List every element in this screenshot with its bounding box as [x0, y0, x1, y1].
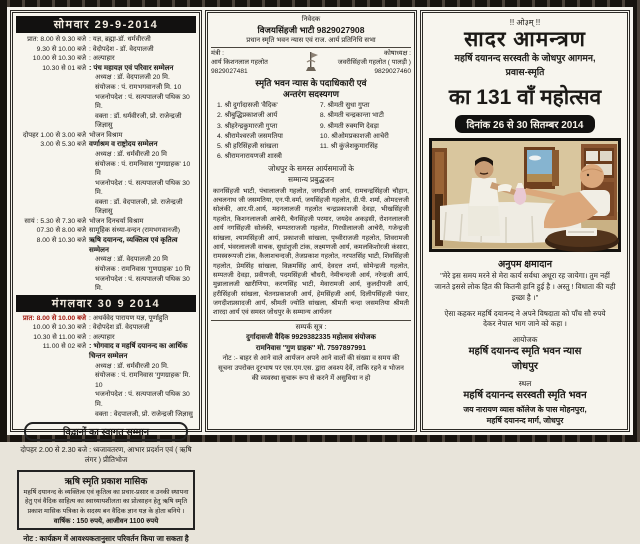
schedule-row — [16, 275, 196, 294]
time-label: 07.30 से 8.00 बजे — [36, 227, 86, 235]
venue-address-2: महर्षि दयानन्द मार्ग, जोधपुर — [486, 416, 564, 426]
time-label: 10.00 से 10.30 बजे — [32, 324, 86, 332]
event-text: : वेदोपदेश - डॉ. वेदपालजी — [89, 45, 154, 53]
time-label: प्रात: 8.00 से 10.00 बजे — [22, 314, 86, 322]
contact-line-2: रामनिवास ''गुण ग्राहक'' मो. 7597897991 — [255, 344, 367, 352]
schedule-row — [16, 45, 196, 55]
time-label — [16, 275, 88, 294]
schedule-row — [16, 217, 196, 227]
visitors-note: नोट :- बाहर से आने वाले आर्यजन अपने आने वालों की संख्या व समय की सूचना उपरोक्त दूरभाष पर एस.एम.एस. द्वारा अवश्य देवें, ताकि रहने व भोजन की व्यवस्था सुचारू रूप से करने में असुविधा न हो — [218, 355, 404, 382]
time-label — [16, 112, 88, 131]
time-label: 11.00 से 02 बजे — [42, 343, 86, 351]
event-text: वक्ता : वेदपालजी, प्रो. राजेन्द्रजी जिज्ञासु — [95, 410, 193, 418]
event-text: अध्यक्ष : डॉ. वेदपालजी 20 मि — [95, 256, 168, 264]
schedule-row — [16, 371, 196, 390]
event-text: वक्ता : डॉ. वेदपालजी, प्रो. राजेन्द्रजी जिज्ञासु — [95, 198, 183, 216]
secretary-name: आर्य किशनलाल गहलोत — [211, 59, 268, 67]
schedule-row — [16, 323, 196, 333]
venue-name: महर्षि दयानन्द सरस्वती स्मृति भवन — [463, 390, 587, 402]
schedule-row — [16, 255, 196, 265]
trust-members-col1 — [217, 101, 320, 162]
time-label: 10.30 से 01 बजे — [42, 64, 86, 72]
schedule-row — [16, 333, 196, 343]
schedule-row — [16, 150, 196, 160]
event-text: अध्यक्ष : डॉ. वेदपालजी 20 मि. — [95, 74, 170, 82]
time-label — [16, 255, 88, 265]
schedule-row — [16, 226, 196, 236]
organizer-city: जोधपुर — [512, 360, 538, 372]
venue-label: स्थल — [518, 379, 532, 389]
magazine-box — [17, 470, 195, 530]
date-badge: दिनांक 26 से 30 सितम्बर 2014 — [455, 115, 596, 133]
event-text: सामूहिक संध्या-वन्दन (रामभगवानजी) — [89, 227, 181, 235]
treasurer-label: कोषाध्यक्ष : — [384, 50, 411, 58]
organisers-column — [205, 10, 417, 432]
schedule-row — [16, 265, 196, 275]
event-text: : अल्पाहार — [89, 55, 115, 63]
time-label — [16, 410, 88, 420]
event-text: भजनोपदेश : पं. सत्यपालजी पथिक 30 मि. — [95, 391, 190, 408]
monday-header-bar: सोमवार 29-9-2014 — [16, 16, 196, 33]
venue-address-1: जय नारायण व्यास कॉलेज के पास मोहनपुरा, — [463, 404, 587, 414]
time-label — [16, 179, 88, 198]
trust-members-col2 — [320, 101, 411, 162]
schedule-row — [16, 131, 196, 141]
event-text: : अथर्ववेद पारायण यज्ञ, पूर्णाहुति — [89, 314, 169, 322]
nivedak-name: विजयसिंहजी भाटी 9829027908 — [257, 24, 365, 35]
time-label: 8.00 से 10.30 बजे — [36, 236, 86, 244]
invitation-column — [420, 10, 630, 432]
time-label: प्रात: 8.00 से 9.30 बजे — [27, 36, 86, 43]
divider — [211, 47, 411, 48]
event-text: भजनोपदेश : पं. सत्यपालजी पथिक 30 मि. — [95, 275, 190, 293]
contact-line-1: दुर्गादासजी वैदिक 9929382335 महोत्सव संयोजक — [246, 334, 376, 342]
time-label — [16, 93, 88, 112]
schedule-row — [16, 73, 196, 83]
magazine-fee: वार्षिक : 150 रुपये, आजीवन 1100 रुपये — [53, 518, 159, 526]
event-text: भोजन विश्राम — [89, 131, 123, 139]
invitation-subtitle-1: महर्षि दयानन्द सरस्वती के जोधपुर आगमन, — [454, 53, 596, 64]
event-text: : वेदोपदेश डॉ. वेदपालजी — [89, 324, 150, 332]
event-text: : अल्पाहार — [89, 333, 115, 341]
event-text: भोजन दिनचर्या विश्राम — [89, 217, 144, 225]
member-item: 5. श्री हरिसिंहजी सांखला — [217, 142, 279, 150]
forgiveness-heading: अनुपम क्षमादान — [498, 258, 552, 270]
event-text: अध्यक्ष : डॉ. धर्मवीरजी 20 मि. — [95, 362, 169, 370]
schedule-row — [16, 390, 196, 409]
festival-title: का 131 वाँ महोत्सव — [448, 85, 602, 109]
event-text: ऋषि दयानन्द, व्यक्तित्व एवं कृतित्व सम्मेलन — [89, 235, 178, 254]
event-text: वक्ता : डॉ. धर्मवीरजी, प्रो. राजेन्द्रजी जिज्ञासु — [95, 112, 182, 130]
schedule-row — [16, 140, 196, 150]
schedule-row — [16, 179, 196, 198]
schedule-row — [16, 362, 196, 372]
secretary-label: मंत्री : — [211, 50, 224, 58]
monday-schedule-list — [16, 35, 196, 294]
invitation-title: सादर आमन्त्रण — [464, 28, 586, 51]
quote-explanation: ऐसा कहकर महर्षि दयानन्द ने अपने विषदाता को पाँच सौ रुपये देकर नेपाल भाग जाने को कहा । — [444, 308, 606, 329]
organizer-label: आयोजक — [512, 335, 538, 345]
nivedak-label: निवेदक — [301, 16, 321, 23]
program-note: नोट : कार्यक्रम में आवश्यकतानुसार परिवर्तन किया जा सकता है — [23, 534, 189, 544]
time-label — [16, 371, 88, 390]
office-bearers-row — [211, 50, 411, 77]
time-label: सायं : 5.30 से 7.30 बजे — [24, 217, 86, 225]
schedule-row — [16, 236, 196, 256]
time-label: 10.00 से 10.30 बजे — [32, 55, 86, 63]
member-item: 11. श्री कुंजेशकुमारसिंह — [319, 142, 378, 150]
schedule-row — [16, 160, 196, 179]
time-label — [16, 83, 88, 93]
time-label — [16, 198, 88, 217]
member-item: 10. श्रीओमप्रकाशजी आचेरी — [319, 132, 389, 140]
schedule-column — [10, 10, 202, 544]
contact-label: सम्पर्क सूत्र : — [295, 323, 327, 331]
tuesday-header-bar: मंगलवार 30 9 2014 — [16, 295, 196, 312]
nivedak-role: प्रधान स्मृति भवन न्यास एवं राज. आर्य प्रतिनिधि सभा — [246, 36, 376, 44]
event-text: संयोजक : रामनिवास 'गुणग्राहक' 10 मि — [95, 266, 191, 273]
event-text: संयोजक : पं. रामनिवास 'गुणग्राहक' 10 मि — [95, 160, 191, 178]
samaj-heading-line1: जोधपुर के समस्त आर्यसमाजों के — [268, 164, 354, 174]
time-label: दोपहर 1.00 से 3.00 बजे — [22, 131, 86, 139]
member-item: 3. श्रीहरेन्द्रकुमारजी गुप्ता — [217, 122, 278, 130]
time-label: 10.30 से 11.00 बजे — [33, 333, 86, 341]
event-text: : भोगवाद व महर्षि दयानन्द का आर्थिक चिन्तन सम्मेलन — [89, 342, 188, 361]
treasurer-name: जवरीसिंहजी गहलोत ( पालड़ी ) — [337, 59, 411, 67]
schedule-row — [16, 112, 196, 131]
dignitaries-names-paragraph: कानसिंहजी भाटी, पंचालालजी गहलोत, जगदीशजी आर्य, रामचन्द्रसिंहजी चौहान, अचलनाथ जी जसमतिया, एन.पी.वर्मा, जयसिंहजी गहलोत, डी.पी. शर्मा, ओमदत्तजी सोलंकी, आर.पी.आर्य, मदनलालजी गहलोत चन्द्रप्रकाशजी देवड़ा, भीखसिंहजी गहलोत, किशनलालजी आचेरी, चैनसिंहजी परमार, जयदेव अकड़सी, रोशनलालजी आर्य नगसिंहजी सोलंकी, चम्पतराजजी गहलोत, गिरधीलालजी आचेरी, गजेन्द्रजी सांखला, श्यामसिंहजी आर्य, प्रकाशजी सांखला, पृथ्वीराजजी गहलोत, शिवरामजी आर्य, भंवरलालजी वाचक, सुधांशुजी टांक, लक्ष्मणजी आर्य, कमलकिशोरजी कंसारा, रामस्वरूपजी टांक, कैलाशचन्दजी, तेजप्रकाश गहलोत, नरपतसिंह भाटी, शिवसिंहजी गहलोत, प्रेमसिंह सांखला, विक्रमसिंह आर्य, देवदत्त शर्मा, सोमेन्द्रजी गहलोत, सम्पतजी देवड़ा, प्रवीणजी, पदमसिंहजी चौधरी, नेमीचन्दजी आर्य, नरेन्द्रजी आर्य, मुन्नालालजी खारीणिया, करणसिंह भाटी, मेवारामजी आर्य, कुलदीपजी आर्य, हरीसिंहजी सांखला, चेतनप्रकाशजी आर्य, हेमसिंहजी आर्य, दिलीपसिंहजी पंवार, जगदीशप्रसादजी आर्य, श्रीमती ज्योति सांखला, श्रीमती चन्दा जसमतिया श्रीमती शारदा आर्य एवं समस्त जोधपुर के सम्मान्य आर्यजन — [213, 187, 409, 317]
trust-members-title — [211, 78, 411, 100]
invitation-subtitle-2: प्रवास-स्मृति — [505, 66, 545, 77]
divider — [211, 320, 411, 321]
member-item: 4. श्रीरामेश्वरजी जसमतिया — [217, 132, 283, 140]
schedule-row — [16, 314, 196, 324]
member-item: 2. श्रीबुद्धिप्रकाशजी आर्य — [217, 112, 278, 120]
trust-members-title-line2: अन्तरंग सदस्यगण — [283, 89, 339, 100]
member-item: 8. श्रीमती चन्द्रकान्ता भाटी — [319, 112, 384, 120]
schedule-row — [16, 198, 196, 217]
event-text: : यज्ञ, ब्रह्मा-डॉ. धर्मवीरजी — [89, 36, 151, 43]
schedule-row — [16, 342, 196, 362]
magazine-body: महर्षि दयानन्द के व्यक्तित्व एवं कृतित्व का प्रचार-प्रसार व उनकी स्थापना हेतु एवं वैदिक साहित्य का स्वाध्यायशीलता का प्रोत्साहन हेतु ऋषि स्मृति प्रकाश मासिक पत्रिका के सदस्य बन वैदिक ज्ञान यज्ञ के होता बनिये । — [23, 488, 189, 515]
flag-lowering-line: दोपहर 2.00 से 2.30 बजे : ध्वजावतरण, आभार प्रदर्शन एवं ( ऋषि लंगर ) प्रीतिभोज — [20, 445, 192, 465]
time-label — [16, 362, 88, 372]
event-text: संयोजक : पं. रामभगवानजी मि. 10 — [95, 83, 182, 91]
event-text: : पंच महायज्ञ एवं परिवार सम्मेलन — [89, 63, 174, 72]
treasurer-phone: 9829027460 — [374, 68, 411, 76]
dayanand-quote: ''मेरे इस समय मरने से मेरा कार्य सर्वथा अधूरा रह जायेगा। तुम नहीं जानते इससे लोक हित की कितनी हानि हुई है । अस्तु ! विधाता की यही इच्छा है ।'' — [434, 270, 616, 302]
time-label — [16, 265, 88, 275]
schedule-row — [16, 54, 196, 64]
om-line: !! ओ३म् !! — [509, 18, 541, 27]
event-text: भजनोपदेश : पं. सत्यपालजी पथिक 30 मि. — [95, 179, 190, 197]
samaj-heading-line2: सम्मान्य प्रबुद्धजन — [288, 174, 334, 184]
secretary-block — [211, 50, 299, 77]
samaj-heading — [211, 164, 411, 185]
secretary-phone: 9829027481 — [211, 68, 248, 76]
pamphlet-sheet — [7, 7, 633, 544]
trust-members-list — [217, 101, 411, 162]
member-item: 6. श्रीरामनारायणजी शास्त्री — [217, 153, 282, 161]
dayanand-deathbed-painting — [429, 138, 621, 252]
event-text: अध्यक्ष : डॉ. धर्मवीरजी 20 मि — [95, 151, 167, 158]
member-item: 1. श्री दुर्गादासजी 'वैदिक' — [217, 102, 278, 110]
scholars-welcome-box: विद्वानों का स्वागत सम्मान — [24, 422, 188, 441]
schedule-row — [16, 83, 196, 93]
time-label — [16, 160, 88, 179]
arya-samaj-flag-icon — [303, 50, 319, 72]
time-label: 9.30 से 10.00 बजे — [36, 45, 86, 53]
trust-members-title-line1: स्मृति भवन न्यास के पदाधिकारी एवं — [255, 78, 367, 89]
event-text: संयोजक : पं. रामनिवास 'गुणग्राहक' मि. 10 — [95, 372, 191, 389]
schedule-row — [16, 35, 196, 45]
event-text: भजनोपदेश : पं. सत्यपालजी पथिक 30 मि. — [95, 93, 190, 111]
schedule-row — [16, 64, 196, 74]
tuesday-schedule-list — [16, 314, 196, 419]
treasurer-block — [323, 50, 411, 77]
member-item: 7. श्रीमती सुधा गुप्ता — [319, 102, 370, 110]
contact-block — [211, 323, 411, 355]
time-label: 3.00 से 5.30 बजे — [40, 141, 86, 149]
time-label — [16, 150, 88, 160]
magazine-title: ऋषि स्मृति प्रकाश मासिक — [64, 475, 148, 486]
time-label — [16, 390, 88, 409]
schedule-row — [16, 410, 196, 420]
time-label — [16, 73, 88, 83]
window — [524, 147, 559, 189]
event-text: वर्णाश्रम व राष्ट्रोदय सम्मेलन — [89, 140, 158, 149]
schedule-row — [16, 93, 196, 112]
member-item: 9. श्रीमती रुक्मणि देवड़ा — [319, 122, 379, 130]
organizer-name: महर्षि दयानन्द स्मृति भवन न्यास — [468, 346, 582, 358]
